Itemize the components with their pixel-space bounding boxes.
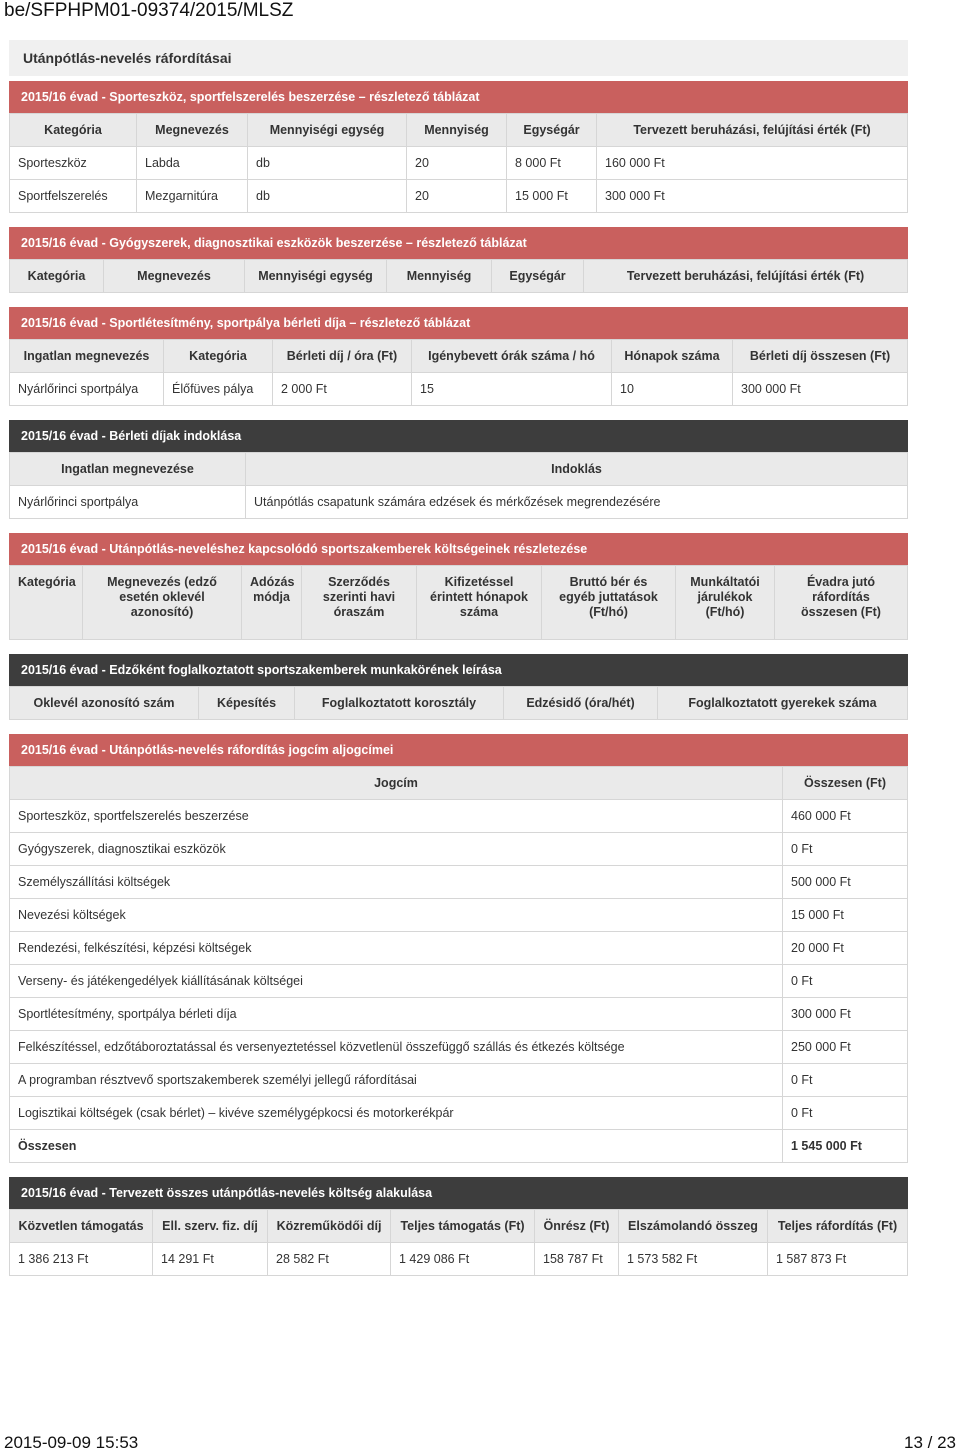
col-header: Edzésidő (óra/hét) [504,687,658,720]
table-cell: 250 000 Ft [783,1031,908,1064]
table-row [10,486,908,519]
table-row [10,1097,908,1130]
section-title: 2015/16 évad - Gyógyszerek, diagnosztikai eszközök beszerzése – részletező táblázat [9,227,908,259]
col-header: Bérleti díj / óra (Ft) [273,340,412,373]
col-header: Megnevezés [104,260,245,293]
table-row [10,1031,908,1064]
table-cell: 10 [612,373,733,406]
table-cell: Felkészítéssel, edzőtáboroztatással és versenyeztetéssel közvetlenül összefüggő szállás és étkezés költsége [10,1031,783,1064]
col-header: Egységár [492,260,584,293]
page-title: Utánpótlás-nevelés ráfordításai [9,40,908,76]
table-cell: 460 000 Ft [783,800,908,833]
col-header: Önrész (Ft) [535,1210,619,1243]
table-cell: Utánpótlás csapatunk számára edzések és mérkőzések megrendezésére [246,486,908,519]
table-cell: 8 000 Ft [507,147,597,180]
table-cell: Nevezési költségek [10,899,783,932]
table-cell: 2 000 Ft [273,373,412,406]
col-header: Kategória [164,340,273,373]
sportszakemberek-table [9,565,908,640]
col-header: Kategória [10,566,83,640]
table-cell: 0 Ft [783,833,908,866]
table-row [10,866,908,899]
table-row [10,1243,908,1276]
col-header: Kategória [10,260,104,293]
col-header: Szerződés szerinti havi óraszám [302,566,417,640]
table-row [10,373,908,406]
table-cell: 20 000 Ft [783,932,908,965]
table-cell: 28 582 Ft [268,1243,391,1276]
col-header: Egységár [507,114,597,147]
table-row [10,932,908,965]
total-label: Összesen [10,1130,783,1163]
col-header: Mennyiség [407,114,507,147]
total-value: 1 545 000 Ft [783,1130,908,1163]
table-cell: Sporteszköz [10,147,137,180]
table-cell: Gyógyszerek, diagnosztikai eszközök [10,833,783,866]
col-header: Teljes ráfordítás (Ft) [768,1210,908,1243]
col-header: Képesítés [199,687,295,720]
section-tervezett-osszes [9,1177,908,1276]
table-cell: 1 429 086 Ft [391,1243,535,1276]
table-cell: 1 386 213 Ft [10,1243,153,1276]
table-cell: 158 787 Ft [535,1243,619,1276]
section-sportletesitmeny [9,307,908,406]
table-cell: 160 000 Ft [597,147,908,180]
table-cell: 0 Ft [783,965,908,998]
footer-page-number: 13 / 23 [904,1433,956,1452]
col-header: Mennyiségi egység [248,114,407,147]
indoklas-table [9,452,908,519]
table-cell: 1 587 873 Ft [768,1243,908,1276]
table-cell: 15 000 Ft [507,180,597,213]
table-cell: Sporteszköz, sportfelszerelés beszerzése [10,800,783,833]
col-header: Igénybevett órák száma / hó [412,340,612,373]
table-header-row [10,566,908,640]
section-sportszakemberek [9,533,908,640]
col-header: Mennyiség [387,260,492,293]
table-cell: Személyszállítási költségek [10,866,783,899]
section-berleti-indoklas [9,420,908,519]
table-cell: Sportlétesítmény, sportpálya bérleti díja [10,998,783,1031]
col-header: Tervezett beruházási, felújítási érték (Ft) [597,114,908,147]
table-row [10,180,908,213]
table-cell: db [248,147,407,180]
total-row [10,1130,908,1163]
section-title: 2015/16 évad - Edzőként foglalkoztatott sportszakemberek munkakörének leírása [9,654,908,686]
table-cell: 500 000 Ft [783,866,908,899]
section-title: 2015/16 évad - Utánpótlás-neveléshez kapcsolódó sportszakemberek költségeinek részletezése [9,533,908,565]
table-cell: Nyárlőrinci sportpálya [10,373,164,406]
col-header: Ingatlan megnevezés [10,340,164,373]
col-header: Elszámolandó összeg [619,1210,768,1243]
col-header: Megnevezés [137,114,248,147]
table-cell: Élőfüves pálya [164,373,273,406]
footer-timestamp: 2015-09-09 15:53 [4,1433,139,1452]
table-header-row [10,260,908,293]
table-header-row [10,114,908,147]
col-header: Ingatlan megnevezése [10,453,246,486]
document-id: be/SFPHPM01-09374/2015/MLSZ [4,0,294,21]
col-header: Bérleti díj összesen (Ft) [733,340,908,373]
col-header: Bruttó bér és egyéb juttatások (Ft/hó) [542,566,676,640]
table-cell: 300 000 Ft [783,998,908,1031]
table-row [10,1064,908,1097]
table-row [10,833,908,866]
table-row [10,800,908,833]
table-header-row [10,340,908,373]
table-cell: 0 Ft [783,1064,908,1097]
col-header: Közreműködői díj [268,1210,391,1243]
table-row [10,147,908,180]
col-header: Közvetlen támogatás [10,1210,153,1243]
table-header-row [10,767,908,800]
table-cell: Sportfelszerelés [10,180,137,213]
col-header: Indoklás [246,453,908,486]
col-header: Mennyiségi egység [245,260,387,293]
sportletesitmeny-table [9,339,908,406]
col-header: Ell. szerv. fiz. díj [153,1210,268,1243]
section-gyogyszerek [9,227,908,293]
table-row [10,965,908,998]
col-header: Teljes támogatás (Ft) [391,1210,535,1243]
section-edzok-munkakor [9,654,908,720]
table-cell: Logisztikai költségek (csak bérlet) – kivéve személygépkocsi és motorkerékpár [10,1097,783,1130]
col-header: Megnevezés (edző esetén oklevél azonosító) [83,566,242,640]
gyogyszerek-table [9,259,908,293]
col-header: Foglalkoztatott korosztály [295,687,504,720]
table-cell: 1 573 582 Ft [619,1243,768,1276]
table-cell: 300 000 Ft [733,373,908,406]
section-title: 2015/16 évad - Bérleti díjak indoklása [9,420,908,452]
col-header: Munkáltatói járulékok (Ft/hó) [676,566,775,640]
table-header-row [10,453,908,486]
col-header: Jogcím [10,767,783,800]
section-title: 2015/16 évad - Sporteszköz, sportfelszerelés beszerzése – részletező táblázat [9,81,908,113]
table-cell: 14 291 Ft [153,1243,268,1276]
osszes-koltseg-table [9,1209,908,1276]
col-header: Foglalkoztatott gyerekek száma [658,687,908,720]
table-cell: 15 [412,373,612,406]
table-cell: 15 000 Ft [783,899,908,932]
table-cell: Verseny- és játékengedélyek kiállításának költségei [10,965,783,998]
section-title: 2015/16 évad - Sportlétesítmény, sportpálya bérleti díja – részletező táblázat [9,307,908,339]
table-row [10,998,908,1031]
table-cell: db [248,180,407,213]
table-header-row [10,687,908,720]
col-header: Kifizetéssel érintett hónapok száma [417,566,542,640]
col-header: Hónapok száma [612,340,733,373]
table-cell: 0 Ft [783,1097,908,1130]
section-sporteszkoz [9,81,908,213]
content [9,40,908,1290]
table-cell: 20 [407,147,507,180]
jogcim-table [9,766,908,1163]
col-header: Tervezett beruházási, felújítási érték (Ft) [584,260,908,293]
section-title: 2015/16 évad - Utánpótlás-nevelés ráfordítás jogcím aljogcímei [9,734,908,766]
table-header-row [10,1210,908,1243]
table-cell: Mezgarnitúra [137,180,248,213]
edzok-table [9,686,908,720]
table-cell: Labda [137,147,248,180]
table-cell: Nyárlőrinci sportpálya [10,486,246,519]
sporteszkoz-table [9,113,908,213]
table-cell: A programban résztvevő sportszakemberek személyi jellegű ráfordításai [10,1064,783,1097]
col-header: Összesen (Ft) [783,767,908,800]
table-cell: Rendezési, felkészítési, képzési költségek [10,932,783,965]
table-cell: 20 [407,180,507,213]
col-header: Adózás módja [242,566,302,640]
section-jogcim [9,734,908,1163]
col-header: Oklevél azonosító szám [10,687,199,720]
table-cell: 300 000 Ft [597,180,908,213]
col-header: Évadra jutó ráfordítás összesen (Ft) [775,566,908,640]
col-header: Kategória [10,114,137,147]
section-title: 2015/16 évad - Tervezett összes utánpótlás-nevelés költség alakulása [9,1177,908,1209]
table-row [10,899,908,932]
